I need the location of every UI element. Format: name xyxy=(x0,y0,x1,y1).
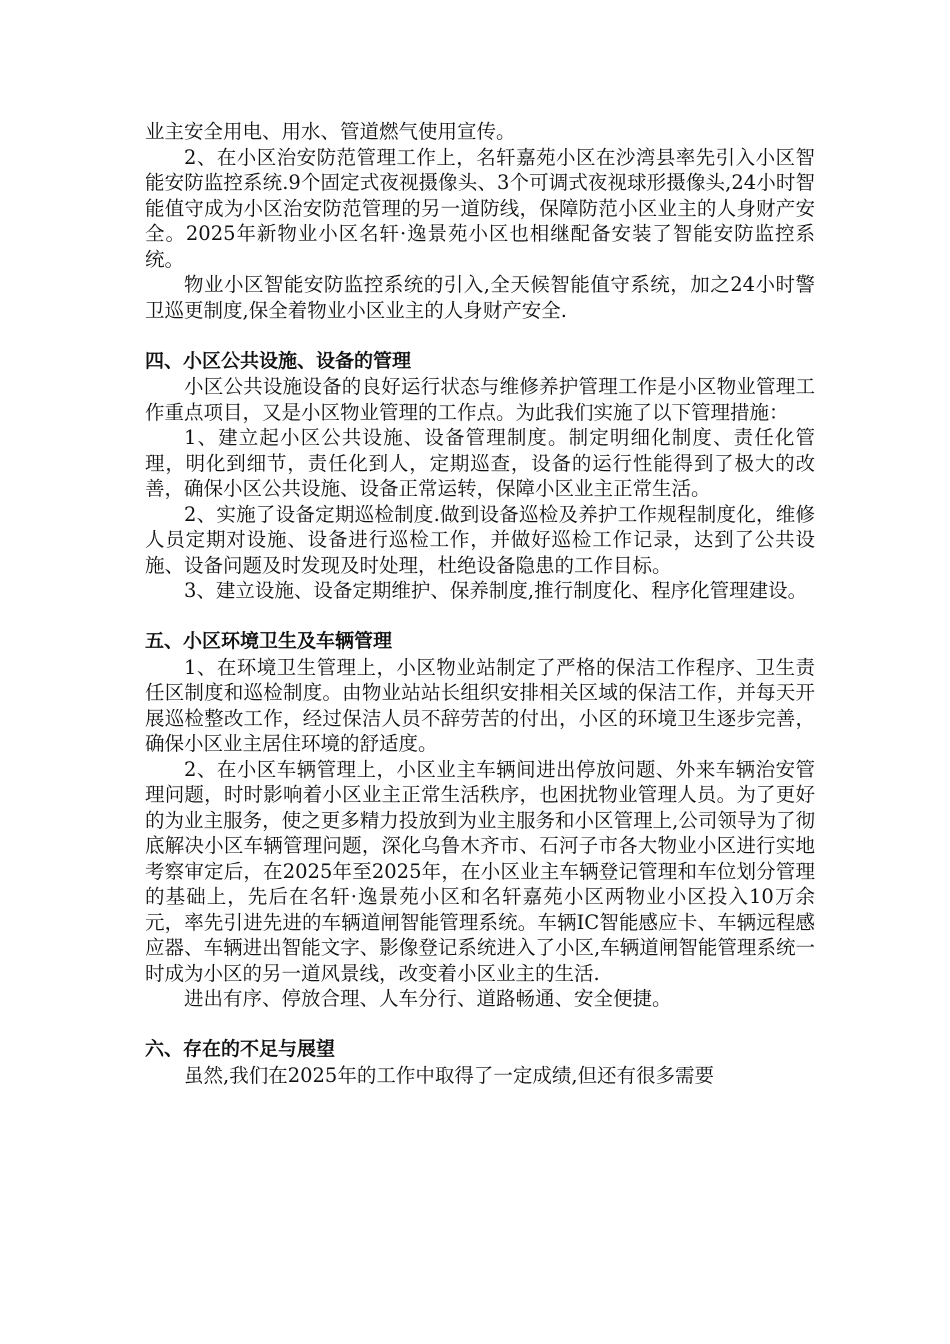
paragraph: 进出有序、停放合理、人车分行、道路畅通、安全便捷。 xyxy=(184,987,672,1010)
section-heading: 四、小区公共设施、设备的管理 xyxy=(145,349,412,372)
paragraph: 1、在环境卫生管理上，小区物业站制定了严格的保洁工作程序、卫生责任区制度和巡检制度。由物业站站长组织安排相关区域的保洁工作，并每天开展巡检整改工作，经过保洁人员不辞劳苦的付出，小区的环境卫生逐步完善，确保小区业主居住环境的舒适度。 xyxy=(145,655,815,755)
paragraph: 小区公共设施设备的良好运行状态与维修养护管理工作是小区物业管理工作重点项目，又是小区物业管理的工作点。为此我们实施了以下管理措施： xyxy=(145,375,815,424)
paragraph: 虽然,我们在2025年的工作中取得了一定成绩,但还有很多需要 xyxy=(184,1063,715,1087)
paragraph: 物业小区智能安防监控系统的引入,全天候智能值守系统，加之24小时警卫巡更制度,保全着物业小区业主的人身财产安全. xyxy=(145,273,815,322)
paragraph: 3、建立设施、设备定期维护、保养制度,推行制度化、程序化管理建设。 xyxy=(184,579,808,602)
paragraph: 业主安全用电、用水、管道燃气使用宣传。 xyxy=(145,120,516,143)
paragraph: 1、建立起小区公共设施、设备管理制度。制定明细化制度、责任化管理，明化到细节，责任化到人，定期巡查，设备的运行性能得到了极大的改善，确保小区公共设施、设备正常运转，保障小区业主正常生活。 xyxy=(145,426,815,500)
paragraph: 2、实施了设备定期巡检制度.做到设备巡检及养护工作规程制度化，维修人员定期对设施、设备进行巡检工作，并做好巡检工作记录，达到了公共设施、设备问题及时发现及时处理，杜绝设备隐患的工作目标。 xyxy=(145,502,815,577)
paragraph: 2、在小区车辆管理上，小区业主车辆间进出停放问题、外来车辆治安管理问题，时时影响着小区业主正常生活秩序，也困扰物业管理人员。为了更好的为业主服务，使之更多精力投放到为业主服务和小区管理上,公司领导为了彻底解决小区车辆管理问题，深化乌鲁木齐市、石河子市各大物业小区进行实地考察审定后，在2025年至2025年，在小区业主车辆登记管理和车位划分管理的基础上，先后在名轩·逸景苑小区和名轩嘉苑小区两物业小区投入10万余元，率先引进先进的车辆道闸智能管理系统。车辆IC智能感应卡、车辆远程感应器、车辆进出智能文字、影像登记系统进入了小区,车辆道闸智能管理系统一时成为小区的另一道风景线，改变着小区业主的生活. xyxy=(145,757,815,985)
section-heading: 五、小区环境卫生及车辆管理 xyxy=(145,630,393,652)
paragraph: 2、在小区治安防范管理工作上，名轩嘉苑小区在沙湾县率先引入小区智能安防监控系统.9个固定式夜视摄像头、3个可调式夜视球形摄像头,24小时智能值守成为小区治安防范管理的另一道防线，保障防范小区业主的人身财产安全。2025年新物业小区名轩·逸景苑小区也相继配备安装了智能安防监控系统。 xyxy=(145,145,815,271)
section-heading: 六、存在的不足与展望 xyxy=(145,1038,336,1060)
document-page xyxy=(145,119,815,1088)
